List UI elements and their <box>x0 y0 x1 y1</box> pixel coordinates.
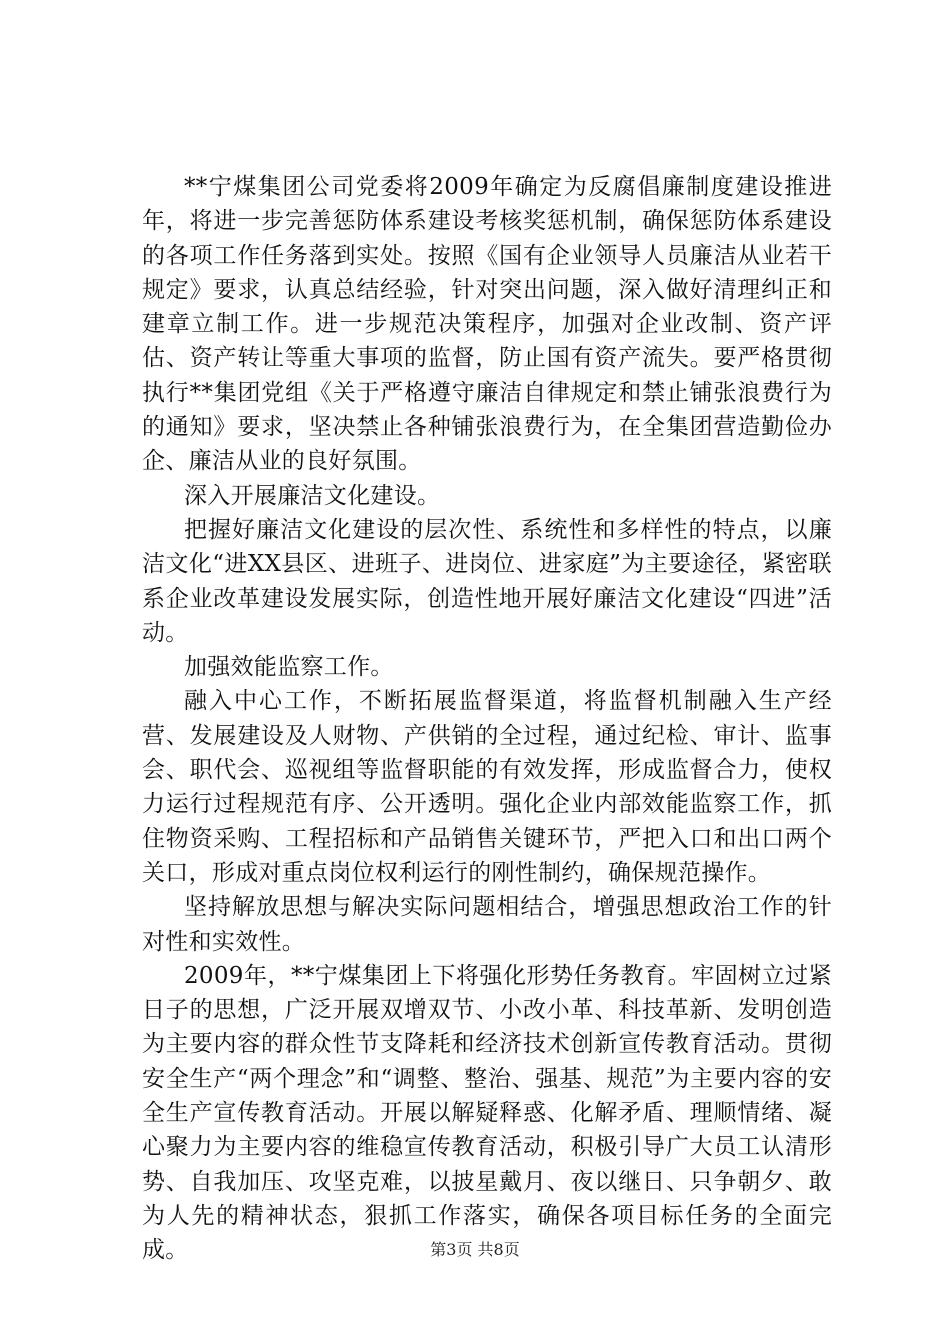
paragraph-efficiency-supervision: 融入中心工作，不断拓展监督渠道，将监督机制融入生产经营、发展建设及人财物、产供销的全过程，通过纪检、审计、监事会、职代会、巡视组等监督职能的有效发挥，形成监督合力，使权力运行过程规范有序、公开透明。强化企业内部效能监察工作，抓住物资采购、工程招标和产品销售关键环节，严把入口和出口两个关口，形成对重点岗位权利运行的刚性制约，确保规范操作。 <box>142 688 832 886</box>
paragraph-anti-corruption-system: **宁煤集团公司党委将2009年确定为反腐倡廉制度建设推进年，将进一步完善惩防体系建设考核奖惩机制，确保惩防体系建设的各项工作任务落到实处。按照《国有企业领导人员廉洁从业若干规定》要求，认真总结经验，针对突出问题，深入做好清理纠正和建章立制工作。进一步规范决策程序，加强对企业改制、资产评估、资产转让等重大事项的监督，防止国有资产流失。要严格贯彻执行**集团党组《关于严格遵守廉洁自律规定和禁止铺张浪费行为的通知》要求，坚决禁止各种铺张浪费行为，在全集团营造勤俭办企、廉洁从业的良好氛围。 <box>142 174 832 475</box>
page-number: 第3页 共8页 <box>430 1240 520 1259</box>
heading-integrity-culture: 深入开展廉洁文化建设。 <box>184 482 441 509</box>
document-body <box>142 170 832 1268</box>
paragraph-integrity-culture: 把握好廉洁文化建设的层次性、系统性和多样性的特点，以廉洁文化“进XX县区、进班子、进岗位、进家庭”为主要途径，紧密联系企业改革建设发展实际，创造性地开展好廉洁文化建设“四进”活动。 <box>142 516 832 646</box>
heading-efficiency-supervision: 加强效能监察工作。 <box>184 654 394 681</box>
paragraph-situation-education: 2009年，**宁煤集团上下将强化形势任务教育。牢固树立过紧日子的思想，广泛开展双增双节、小改小革、科技革新、发明创造为主要内容的群众性节支降耗和经济技术创新宣传教育活动。贯彻安全生产“两个理念”和“调整、整治、强基、规范”为主要内容的安全生产宣传教育活动。开展以解疑释惑、化解矛盾、理顺情绪、凝心聚力为主要内容的维稳宣传教育活动，积极引导广大员工认清形势、自我加压、攻坚克难，以披星戴月、夜以继日、只争朝夕、敢为人先的精神状态，狠抓工作落实，确保各项目标任务的全面完成。 <box>142 962 832 1264</box>
page-footer <box>0 1240 950 1260</box>
heading-ideological-work: 坚持解放思想与解决实际问题相结合，增强思想政治工作的针对性和实效性。 <box>142 894 832 955</box>
